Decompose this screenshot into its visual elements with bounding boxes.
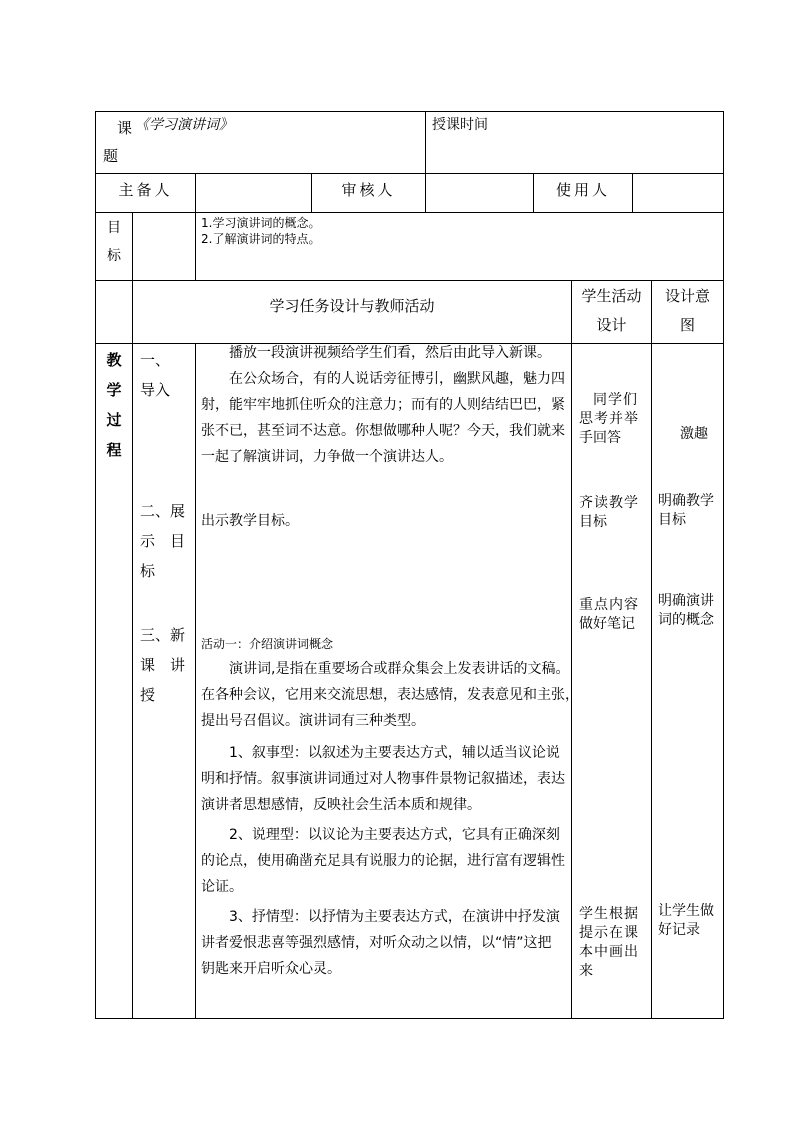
step-line: 二、展 — [140, 502, 186, 520]
grid-line — [95, 280, 724, 281]
student-activity-4 — [579, 905, 639, 981]
text-line: 1、叙事型：以叙述为主要表达方式，辅以适当议论说 — [201, 745, 560, 761]
text-line: 明和抒情。叙事演讲词通过对人物事件景物记叙描述，表达 — [201, 771, 565, 787]
grid-line — [425, 173, 426, 213]
text-line: 3、抒情型：以抒情为主要表达方式，在演讲中抒发演 — [201, 909, 560, 925]
text-line: 手回答 — [579, 430, 621, 446]
grid-line — [651, 280, 652, 1019]
goals-label-char: 标 — [107, 248, 121, 264]
process-label-char: 过 — [106, 411, 122, 429]
reviewer-label: 审核人 — [341, 181, 396, 199]
user-label: 使用人 — [555, 181, 610, 199]
step-new-lesson — [140, 620, 185, 710]
grid-line — [95, 212, 724, 213]
student-activity-header-line: 学生活动 — [581, 287, 642, 305]
design-intent-header-line: 图 — [679, 316, 695, 334]
student-activity-3 — [579, 596, 639, 634]
design-intent-3 — [658, 592, 714, 630]
process-label-char: 程 — [106, 441, 122, 459]
goals-label — [96, 214, 132, 270]
text-line: 的论点，使用确凿充足具有说服力的论据，进行富有逻辑性 — [201, 853, 565, 869]
text-line: 2、说理型：以议论为主要表达方式，它具有正确深刻 — [201, 827, 560, 843]
text-line: 词的概念 — [658, 612, 714, 628]
text-line: 学生根据 — [579, 906, 639, 922]
text-line: 让学生做 — [658, 903, 714, 919]
text-line: 张不已，甚至词不达意。你想做哪种人呢？今天，我们就来 — [201, 423, 565, 439]
goal-item: 1.学习演讲词的概念。 — [201, 216, 321, 230]
text-line: 提出号召倡议。演讲词有三种类型。 — [201, 713, 425, 729]
step-line: 标 — [140, 562, 156, 580]
type-lyric-paragraph — [201, 904, 560, 982]
grid-line — [195, 343, 196, 1019]
grid-line — [95, 111, 724, 112]
grid-line — [723, 111, 724, 1019]
design-intent-2 — [658, 492, 714, 530]
topic-label — [103, 114, 133, 170]
design-intent-1: 激趣 — [680, 426, 708, 442]
student-activity-2 — [579, 494, 639, 532]
intro-paragraph — [201, 340, 565, 470]
text-line: 目标 — [658, 512, 686, 528]
text-line: 同学们 — [593, 392, 638, 408]
text-line: 齐读教学 — [579, 495, 639, 511]
grid-line — [195, 212, 196, 280]
step-line: 导入 — [140, 381, 171, 399]
grid-line — [632, 173, 633, 213]
text-line: 好记录 — [658, 922, 700, 938]
text-line: 播放一段演讲视频给学生们看，然后由此导入新课。 — [201, 345, 551, 361]
preparer-label: 主备人 — [118, 181, 173, 199]
topic-label-char: 课 — [117, 119, 133, 137]
grid-line — [195, 173, 196, 213]
process-label — [96, 345, 132, 465]
student-activity-1 — [579, 391, 639, 448]
text-line: 射，能牢牢地抓住听众的注意力；而有的人则结结巴巴，紧 — [201, 397, 565, 413]
activity-title: 活动一：介绍演讲词概念 — [201, 637, 334, 651]
text-line: 演讲者思想感情，反映社会生活本质和规律。 — [201, 797, 481, 813]
process-label-char: 教 — [106, 351, 122, 369]
grid-line — [425, 111, 426, 173]
step-show-goals — [140, 496, 185, 586]
definition-paragraph — [201, 656, 579, 734]
text-line: 在公众场合，有的人说话旁征博引，幽默风趣，魅力四 — [201, 371, 565, 387]
design-intent-4 — [658, 902, 714, 940]
tasks-column-header: 学习任务设计与教师活动 — [269, 297, 435, 315]
student-activity-header-line: 设计 — [596, 316, 627, 334]
design-intent-header-line: 设计意 — [664, 287, 710, 305]
text-line: 一起了解演讲词，力争做一个演讲达人。 — [201, 449, 453, 465]
text-line: 重点内容 — [579, 597, 639, 613]
topic-label-char: 题 — [103, 147, 119, 165]
grid-line — [95, 1018, 724, 1019]
goals-list — [201, 215, 320, 247]
text-line: 提示在课 — [579, 925, 639, 941]
topic-value: 《学习演讲词》 — [135, 117, 233, 133]
step-line: 一、 — [140, 351, 171, 369]
text-line: 讲者爱恨悲喜等强烈感情，对听众动之以情，以“情”这把 — [201, 935, 552, 951]
text-line: 明确教学 — [658, 493, 714, 509]
grid-line — [571, 280, 572, 1019]
text-line: 做好笔记 — [579, 616, 635, 632]
goal-item: 2.了解演讲词的特点。 — [201, 232, 321, 246]
text-line: 目标 — [579, 514, 607, 530]
step-line: 示 目 — [140, 532, 186, 550]
text-line: 演讲词,是指在重要场合或群众集会上发表讲话的文稿。 — [201, 661, 570, 677]
design-intent-header — [652, 282, 723, 340]
process-label-char: 学 — [106, 381, 122, 399]
text-line: 明确演讲 — [658, 593, 714, 609]
text-line: 论证。 — [201, 879, 243, 895]
text-line: 在各种会议，它用来交流思想，表达感情，发表意见和主张， — [201, 687, 579, 703]
show-goals-text: 出示教学目标。 — [201, 513, 299, 529]
text-line: 来 — [579, 963, 593, 979]
grid-line — [95, 173, 724, 174]
student-activity-header — [572, 282, 651, 340]
text-line: 思考并举 — [579, 411, 639, 427]
time-label: 授课时间 — [432, 117, 488, 133]
text-line: 钥匙来开启听众心灵。 — [201, 961, 341, 977]
step-intro — [140, 345, 170, 405]
step-line: 课 讲 — [140, 656, 186, 674]
text-line: 本中画出 — [579, 944, 639, 960]
type-argument-paragraph — [201, 822, 565, 900]
step-line: 三、新 — [140, 626, 186, 644]
step-line: 授 — [140, 686, 156, 704]
grid-line — [132, 212, 133, 1019]
type-narrative-paragraph — [201, 740, 565, 818]
goals-label-char: 目 — [107, 220, 121, 236]
